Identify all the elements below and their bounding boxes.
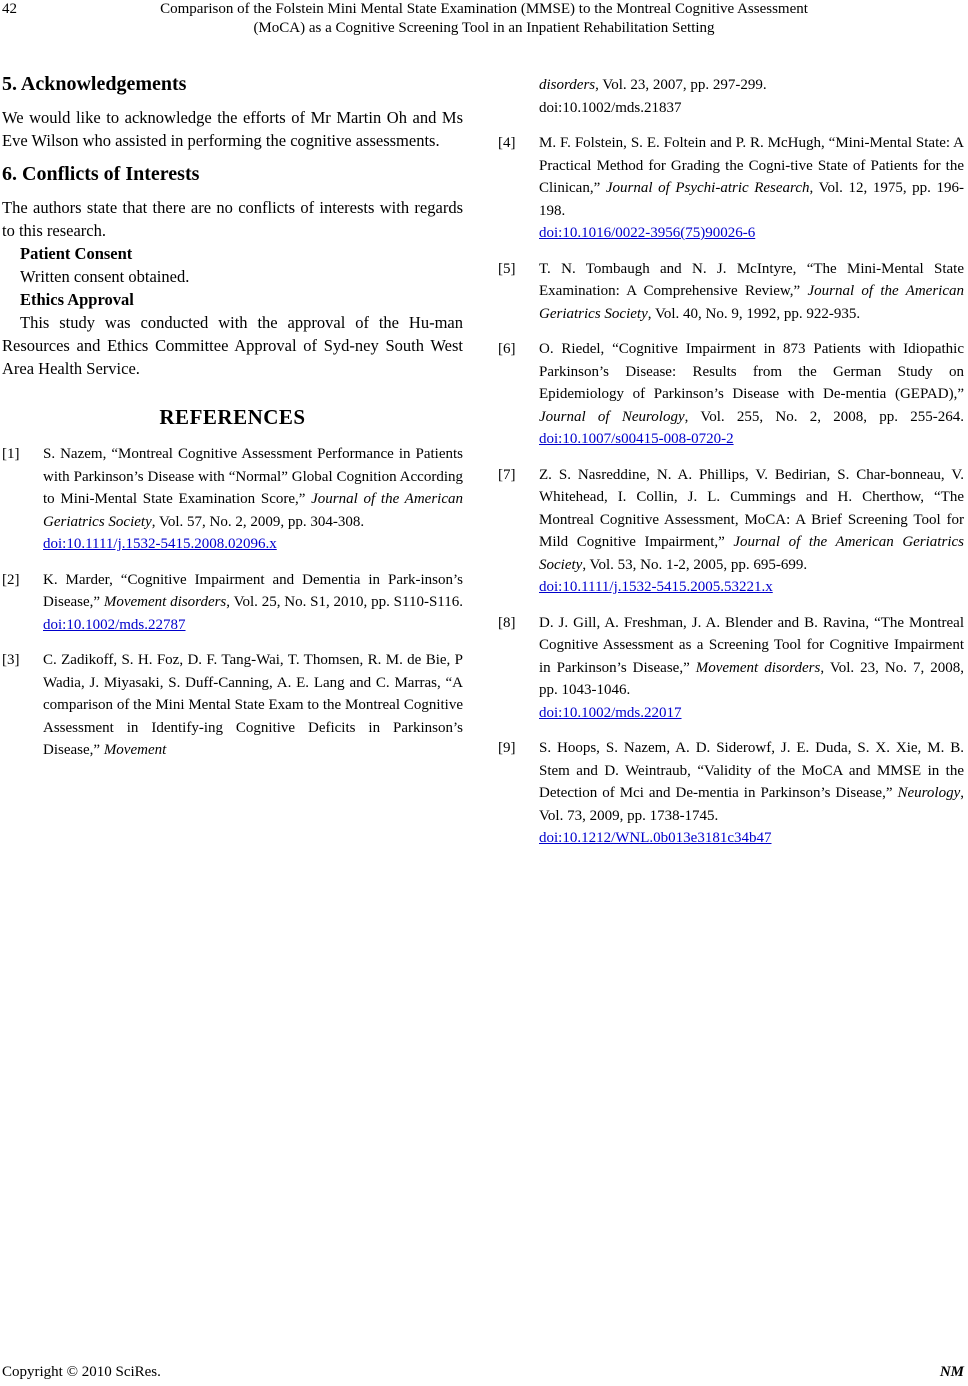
acknowledgements-heading: 5. Acknowledgements: [2, 73, 187, 95]
page-number: 42: [2, 1, 17, 17]
reference-number: [4]: [498, 135, 516, 151]
doi-link[interactable]: doi:10.1002/mds.22787: [43, 616, 186, 633]
doi-link[interactable]: doi:10.1111/j.1532-5415.2005.53221.x: [539, 579, 773, 595]
doi-link[interactable]: doi:10.1016/0022-3956(75)90026-6: [539, 225, 756, 241]
reference-number: [6]: [498, 341, 516, 357]
doi-link[interactable]: doi:10.1002/mds.22017: [539, 704, 682, 721]
reference-number: [5]: [498, 260, 516, 277]
reference-item: [498, 737, 964, 850]
reference-number: [3]: [2, 652, 20, 668]
reference-number: [1]: [2, 446, 20, 462]
conflicts-heading: 6. Conflicts of Interests: [2, 163, 200, 185]
reference-continuation: disorders, Vol. 23, 2007, pp. 297-299. doi:10.1002/mds.21837: [539, 77, 767, 116]
doi-link[interactable]: doi:10.1212/WNL.0b013e3181c34b47: [539, 830, 772, 846]
copyright-text: Copyright © 2010 SciRes.: [2, 1364, 161, 1380]
reference-body: D. J. Gill, A. Freshman, J. A. Blender and B. Ravina, “The Montreal Cognitive Assessment as a Screening Tool for Cognitive Impairment in Parkinson’s Disease,” Movement disorders, Vol. 23, No. 7, 2008, pp. 1043-1046. doi:10.1002/mds.22017: [539, 614, 964, 721]
running-title-line-1: Comparison of the Folstein Mini Mental State Examination (MMSE) to the Montreal Cognitive Assessment: [160, 1, 808, 17]
reference-body: Z. S. Nasreddine, N. A. Phillips, V. Bedirian, S. Char-bonneau, V. Whitehead, I. Collin, J. L. Cummings and H. Cherthow, “The Montreal Cognitive Assessment, MoCA: A Brief Screening Tool for Mild Cognitive Impairment,” Journal of the American Geriatrics Society, Vol. 53, No. 1-2, 2005, pp. 695-699. doi:10.1111/j.1532-5415.2005.53221.x: [539, 466, 964, 595]
reference-number: [9]: [498, 740, 516, 756]
reference-number: [7]: [498, 466, 516, 483]
reference-item: [498, 258, 964, 326]
doi-link[interactable]: doi:10.1007/s00415-008-0720-2: [539, 431, 734, 447]
patient-consent-heading: Patient Consent: [20, 244, 133, 263]
reference-item: [2, 443, 463, 556]
references-heading: REFERENCES: [159, 405, 306, 429]
reference-body: S. Hoops, S. Nazem, A. D. Siderowf, J. E. Duda, S. X. Xie, M. B. Stem and D. Weintraub, “Validity of the MoCA and MMSE in the Detection of Mci and De-mentia in Parkinson’s Disease,” Neurology, Vol. 73, 2009, pp. 1738-1745. doi:10.1212/WNL.0b013e3181c34b47: [539, 740, 964, 846]
acknowledgements-text: We would like to acknowledge the efforts of Mr Martin Oh and Ms Eve Wilson who assisted in performing the cognitive assessments.: [2, 108, 463, 150]
doi-link[interactable]: doi:10.1111/j.1532-5415.2008.02096.x: [43, 536, 277, 552]
reference-body: T. N. Tombaugh and N. J. McIntyre, “The Mini-Mental State Examination: A Comprehensive Review,” Journal of the American Geriatrics Society, Vol. 40, No. 9, 1992, pp. 922-935.: [539, 260, 964, 322]
reference-item: [498, 612, 964, 725]
reference-body: K. Marder, “Cognitive Impairment and Dementia in Park-inson’s Disease,” Movement disorders, Vol. 25, No. S1, 2010, pp. S110-S116. doi:10.1002/mds.22787: [43, 571, 463, 633]
reference-body: C. Zadikoff, S. H. Foz, D. F. Tang-Wai, T. Thomsen, R. M. de Bie, P Wadia, J. Miyasaki, S. Duff-Canning, A. E. Lang and C. Marras, “A comparison of the Mini Mental State Exam to the Montreal Cognitive Assessment in Identify-ing Cognitive Deficits in Parkinson’s Disease,” Movement: [43, 652, 463, 758]
conflicts-text: The authors state that there are no conflicts of interests with regards to this research.: [2, 198, 463, 240]
reference-body: O. Riedel, “Cognitive Impairment in 873 Patients with Idiopathic Parkinson’s Disease: Results from the German Study on Epidemiology of Parkinson’s Disease with De-mentia (GEPAD),” Journal of Neurology, Vol. 255, No. 2, 2008, pp. 255-264. doi:10.1007/s00415-008-0720-2: [539, 341, 964, 447]
reference-body: S. Nazem, “Montreal Cognitive Assessment Performance in Patients with Parkinson’s Disease with “Normal” Global Cognition According to Mini-Mental State Examination Score,” Journal of the American Geriatrics Society, Vol. 57, No. 2, 2009, pp. 304-308. doi:10.1111/j.1532-5415.2008.02096.x: [43, 446, 464, 552]
reference-item: [2, 649, 463, 762]
patient-consent-text: Written consent obtained.: [20, 267, 190, 286]
page-footer: [2, 1364, 964, 1381]
reference-item: [2, 569, 463, 637]
doi-link[interactable]: doi:10.1002/mds.21837: [539, 99, 682, 116]
ethics-approval-text: This study was conducted with the approval of the Hu-man Resources and Ethics Committee Approval of Syd-ney South West Area Health Service.: [2, 313, 463, 378]
reference-item: [498, 132, 964, 245]
right-column: [498, 74, 964, 863]
reference-number: [8]: [498, 614, 516, 631]
running-title-line-2: (MoCA) as a Cognitive Screening Tool in an Inpatient Rehabilitation Setting: [253, 20, 715, 36]
reference-item: [498, 338, 964, 451]
left-column: [2, 70, 463, 775]
ethics-approval-heading: Ethics Approval: [20, 290, 134, 309]
reference-body: M. F. Folstein, S. E. Foltein and P. R. McHugh, “Mini-Mental State: A Practical Method for Grading the Cogni-tive State of Patients for the Clinican,” Journal of Psychi-atric Research, Vol. 12, 1975, pp. 196-198. doi:10.1016/0022-3956(75)90026-6: [539, 135, 964, 241]
reference-number: [2]: [2, 571, 20, 588]
reference-item: [498, 464, 964, 599]
journal-abbreviation: NM: [939, 1364, 964, 1380]
